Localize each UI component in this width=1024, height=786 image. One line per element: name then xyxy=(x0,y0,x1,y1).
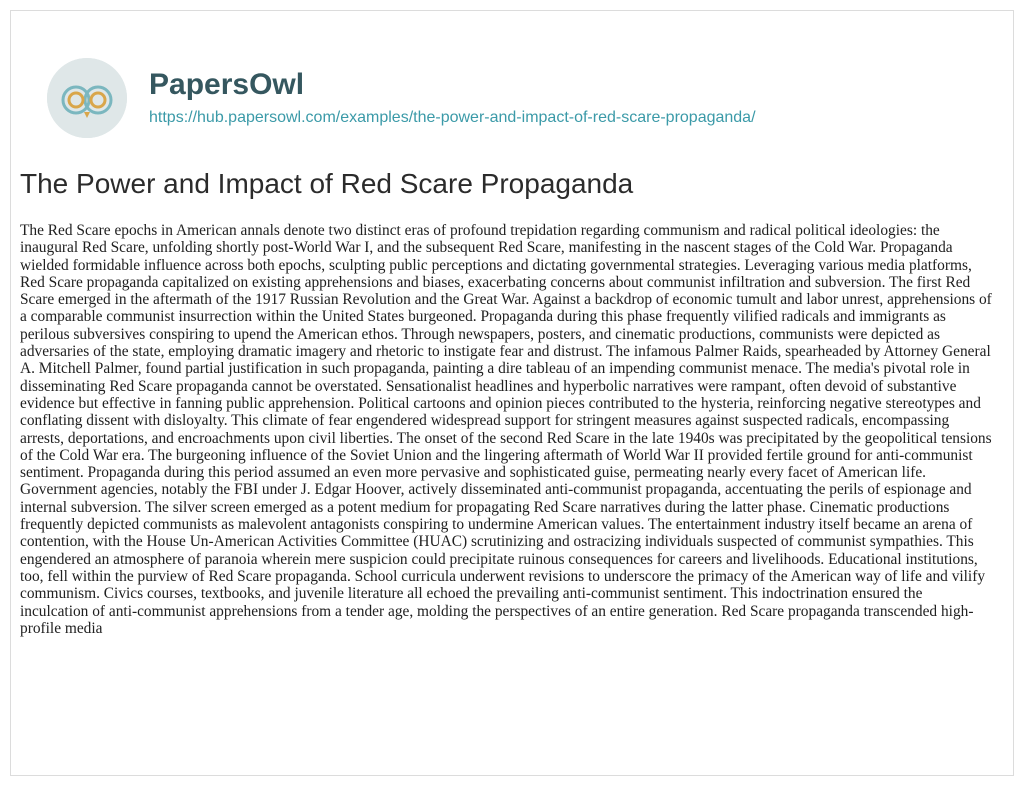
header xyxy=(47,58,756,138)
brand-url[interactable]: https://hub.papersowl.com/examples/the-power-and-impact-of-red-scare-propaganda/ xyxy=(149,109,756,126)
brand xyxy=(149,67,756,129)
brand-name: PapersOwl xyxy=(149,68,305,101)
article-title: The Power and Impact of Red Scare Propaganda xyxy=(20,168,634,199)
owl-logo-icon xyxy=(47,58,127,138)
article-body: The Red Scare epochs in American annals denote two distinct eras of profound trepidation regarding communism and radical political ideologies: the inaugural Red Scare, unfolding shortly post-World War I, and the subsequent Red Scare, manifesting in the nascent stages of the Cold War. Propaganda wielded formidable influence across both epochs, sculpting public perceptions and dictating governmental strategies. Leveraging various media platforms, Red Scare propaganda capitalized on existing apprehensions and biases, exacerbating concerns about communist infiltration and subversion. The first Red Scare emerged in the aftermath of the 1917 Russian Revolution and the Great War. Against a backdrop of economic tumult and labor unrest, apprehensions of a comparable communist insurrection within the United States burgeoned. Propaganda during this phase frequently vilified radicals and immigrants as perilous subversives conspiring to upend the American ethos. Through newspapers, posters, and cinematic productions, communists were depicted as adversaries of the state, employing dramatic imagery and rhetoric to instigate fear and distrust. The infamous Palmer Raids, spearheaded by Attorney General A. Mitchell Palmer, found partial justification in such propaganda, painting a dire tableau of an impending communist menace. The media's pivotal role in disseminating Red Scare propaganda cannot be overstated. Sensationalist headlines and hyperbolic narratives were rampant, often devoid of substantive evidence but effective in fanning public apprehension. Political cartoons and opinion pieces contributed to the hysteria, reinforcing negative stereotypes and conflating dissent with disloyalty. This climate of fear engendered widespread support for stringent measures against suspected radicals, encompassing arrests, deportations, and encroachments upon civil liberties. The onset of the second Red Scare in the late 1940s was precipitated by the geopolitical tensions of the Cold War era. The burgeoning influence of the Soviet Union and the lingering aftermath of World War II provided fertile ground for anti-communist sentiment. Propaganda during this period assumed an even more pervasive and sophisticated guise, permeating nearly every facet of American life. Government agencies, notably the FBI under J. Edgar Hoover, actively disseminated anti-communist propaganda, accentuating the perils of espionage and internal subversion. The silver screen emerged as a potent medium for propagating Red Scare narratives during the latter phase. Cinematic productions frequently depicted communists as malevolent antagonists conspiring to undermine American values. The entertainment industry itself became an arena of contention, with the House Un-American Activities Committee (HUAC) scrutinizing and ostracizing individuals suspected of communist sympathies. This engendered an atmosphere of paranoia wherein mere suspicion could precipitate ruinous consequences for careers and livelihoods. Educational institutions, too, fell within the purview of Red Scare propaganda. School curricula underwent revisions to underscore the primacy of the American way of life and vilify communism. Civics courses, textbooks, and juvenile literature all echoed the prevailing anti-communist sentiment. This indoctrination ensured the inculcation of anti-communist apprehensions from a tender age, molding the perspectives of an entire generation. Red Scare propaganda transcended high-profile media xyxy=(20,222,992,637)
